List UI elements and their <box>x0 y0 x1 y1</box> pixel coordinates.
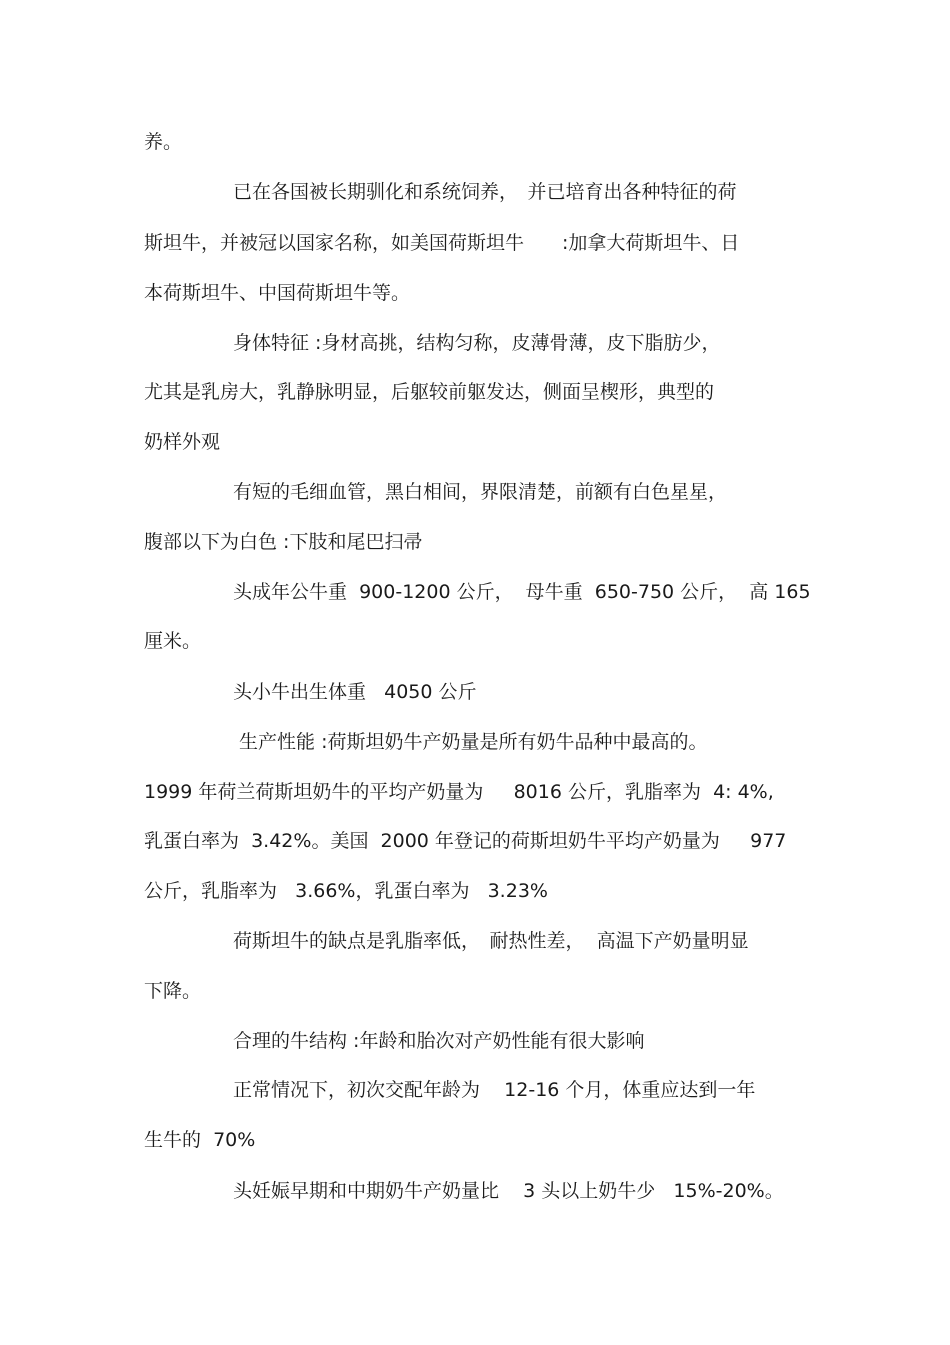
text-line: 厘米。 <box>144 630 202 652</box>
text-line: 奶样外观 <box>144 431 221 453</box>
paragraph-line: 荷斯坦牛的缺点是乳脂率低， 耐热性差， 高温下产奶量明显 <box>233 930 749 952</box>
paragraph-line: 已在各国被长期驯化和系统饲养， 并已培育出各种特征的荷 <box>233 181 737 203</box>
text-line: 斯坦牛，并被冠以国家名称，如美国荷斯坦牛 :加拿大荷斯坦牛、日 <box>144 232 740 254</box>
paragraph-line: 头小牛出生体重 4050 公斤 <box>233 681 477 703</box>
paragraph-line: 身体特征 :身材高挑，结构匀称，皮薄骨薄，皮下脂肪少， <box>233 332 721 354</box>
text-line: 下降。 <box>144 980 202 1002</box>
paragraph-line: 头妊娠早期和中期奶牛产奶量比 3 头以上奶牛少 15%-20%。 <box>233 1180 784 1202</box>
paragraph-line: 头成年公牛重 900-1200 公斤， 母牛重 650-750 公斤， 高 165 <box>233 581 811 603</box>
text-line: 1999 年荷兰荷斯坦奶牛的平均产奶量为 8016 公斤，乳脂率为 4: 4%, <box>144 781 774 803</box>
text-line: 本荷斯坦牛、中国荷斯坦牛等。 <box>144 282 411 304</box>
text-line: 公斤，乳脂率为 3.66%，乳蛋白率为 3.23% <box>144 880 548 902</box>
paragraph-line: 正常情况下，初次交配年龄为 12-16 个月，体重应达到一年 <box>233 1079 756 1101</box>
text-line: 养。 <box>144 131 183 153</box>
text-line: 尤其是乳房大，乳静脉明显，后躯较前躯发达，侧面呈楔形，典型的 <box>144 381 715 403</box>
text-line: 生牛的 70% <box>144 1129 256 1151</box>
paragraph-line: 合理的牛结构 :年龄和胎次对产奶性能有很大影响 <box>233 1030 645 1052</box>
text-line: 乳蛋白率为 3.42%。美国 2000 年登记的荷斯坦奶牛平均产奶量为 977 <box>144 830 787 852</box>
text-line: 腹部以下为白色 :下肢和尾巴扫帚 <box>144 531 423 553</box>
paragraph-line: 有短的毛细血管，黑白相间，界限清楚，前额有白色星星， <box>233 481 728 503</box>
paragraph-line: 生产性能 :荷斯坦奶牛产奶量是所有奶牛品种中最高的。 <box>233 731 708 753</box>
